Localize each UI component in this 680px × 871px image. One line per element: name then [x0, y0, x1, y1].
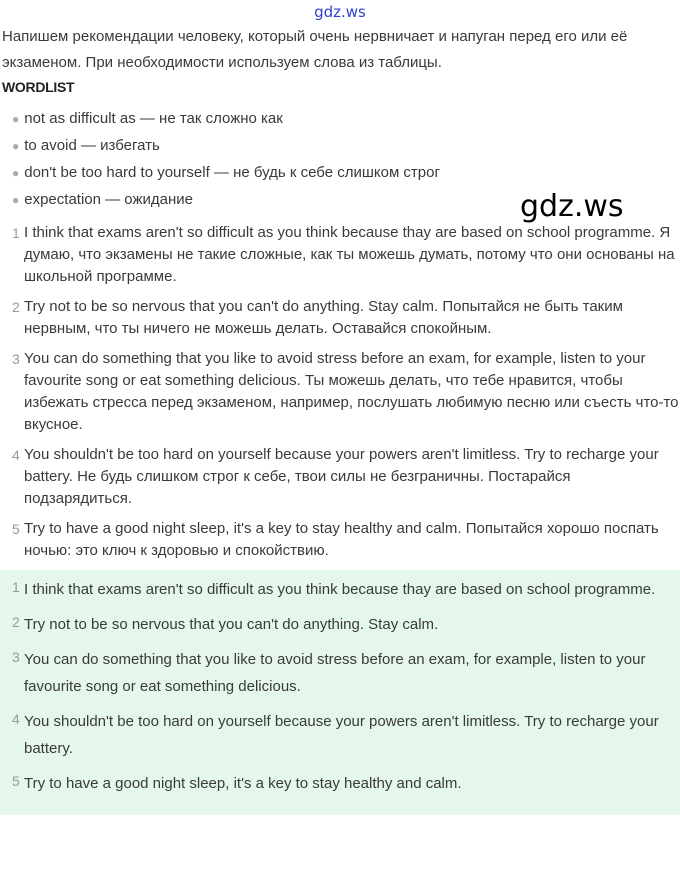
answer-item [12, 518, 680, 562]
item-text: You shouldn't be too hard on yourself because your powers aren't limitless. Try to recharge your battery. [24, 713, 659, 757]
wordlist-item [12, 135, 680, 162]
bullet-icon: ● [12, 139, 20, 153]
item-text: Try not to be so nervous that you can't do anything. Stay calm. Попытайся не быть таким нервным, что ты ничего не можешь делать. Оставайся спокойным. [24, 298, 623, 337]
wordlist-item [12, 162, 680, 189]
wordlist-item [12, 108, 680, 135]
wordlist-text: not as difficult as — не так сложно как [24, 110, 283, 127]
item-text: Try to have a good night sleep, it's a key to stay healthy and calm. Попытайся хорошо поспать ночью: это ключ к здоровью и спокойствию. [24, 520, 659, 559]
item-number: 4 [12, 711, 20, 727]
watermark: gdz.ws [314, 3, 366, 21]
item-number: 2 [12, 299, 20, 315]
bullet-icon: ● [12, 166, 20, 180]
answer-item-en [12, 770, 680, 797]
bullet-icon: ● [12, 193, 20, 207]
item-number: 5 [12, 521, 20, 537]
answer-item-en [12, 708, 680, 762]
item-text: Try not to be so nervous that you can't do anything. Stay calm. [24, 616, 439, 633]
item-text: You can do something that you like to avoid stress before an exam, for example, listen to your favourite song or eat something delicious. Ты можешь делать, что тебе нравится, чтобы избежать стресса перед экзаменом, например, послушать любимую песню или съесть что-то вкусное. [24, 350, 679, 433]
answer-item-en [12, 611, 680, 638]
item-number: 5 [12, 773, 20, 789]
answer-item [12, 296, 680, 340]
item-number: 4 [12, 447, 20, 463]
item-text: You shouldn't be too hard on yourself because your powers aren't limitless. Try to recharge your battery. Не будь слишком строг к себе, твои силы не безграничны. Постарайся подзарядиться. [24, 446, 659, 507]
wordlist-text: expectation — ожидание [24, 191, 193, 208]
item-number: 3 [12, 649, 20, 665]
item-text: I think that exams aren't so difficult as you think because thay are based on school programme. Я думаю, что экзамены не такие сложные, как ты можешь думать, потому что они основаны на школьной программе. [24, 224, 675, 285]
watermark-large: gdz.ws [520, 189, 624, 224]
bullet-icon: ● [12, 112, 20, 126]
item-number: 1 [12, 579, 20, 595]
item-number: 3 [12, 351, 20, 367]
answer-item [12, 444, 680, 510]
wordlist-title: WORDLIST [2, 79, 75, 95]
task-intro: Напишем рекомендации человеку, который очень нервничает и напуган перед его или её экзаменом. При необходимости используем слова из таблицы. [2, 28, 628, 71]
answer-highlight-block [0, 570, 680, 815]
item-number: 2 [12, 614, 20, 630]
item-text: Try to have a good night sleep, it's a key to stay healthy and calm. [24, 775, 462, 792]
answer-item [12, 348, 680, 436]
wordlist-text: to avoid — избегать [24, 137, 160, 154]
wordlist-section [0, 98, 680, 222]
item-text: You can do something that you like to avoid stress before an exam, for example, listen to your favourite song or eat something delicious. [24, 651, 646, 695]
wordlist-text: don't be too hard to yourself — не будь к себе слишком строг [24, 164, 440, 181]
answer-item-en [12, 576, 680, 603]
answer-item-en [12, 646, 680, 700]
item-text: I think that exams aren't so difficult as you think because thay are based on school programme. [24, 581, 656, 598]
answer-item [12, 222, 680, 288]
item-number: 1 [12, 225, 20, 241]
